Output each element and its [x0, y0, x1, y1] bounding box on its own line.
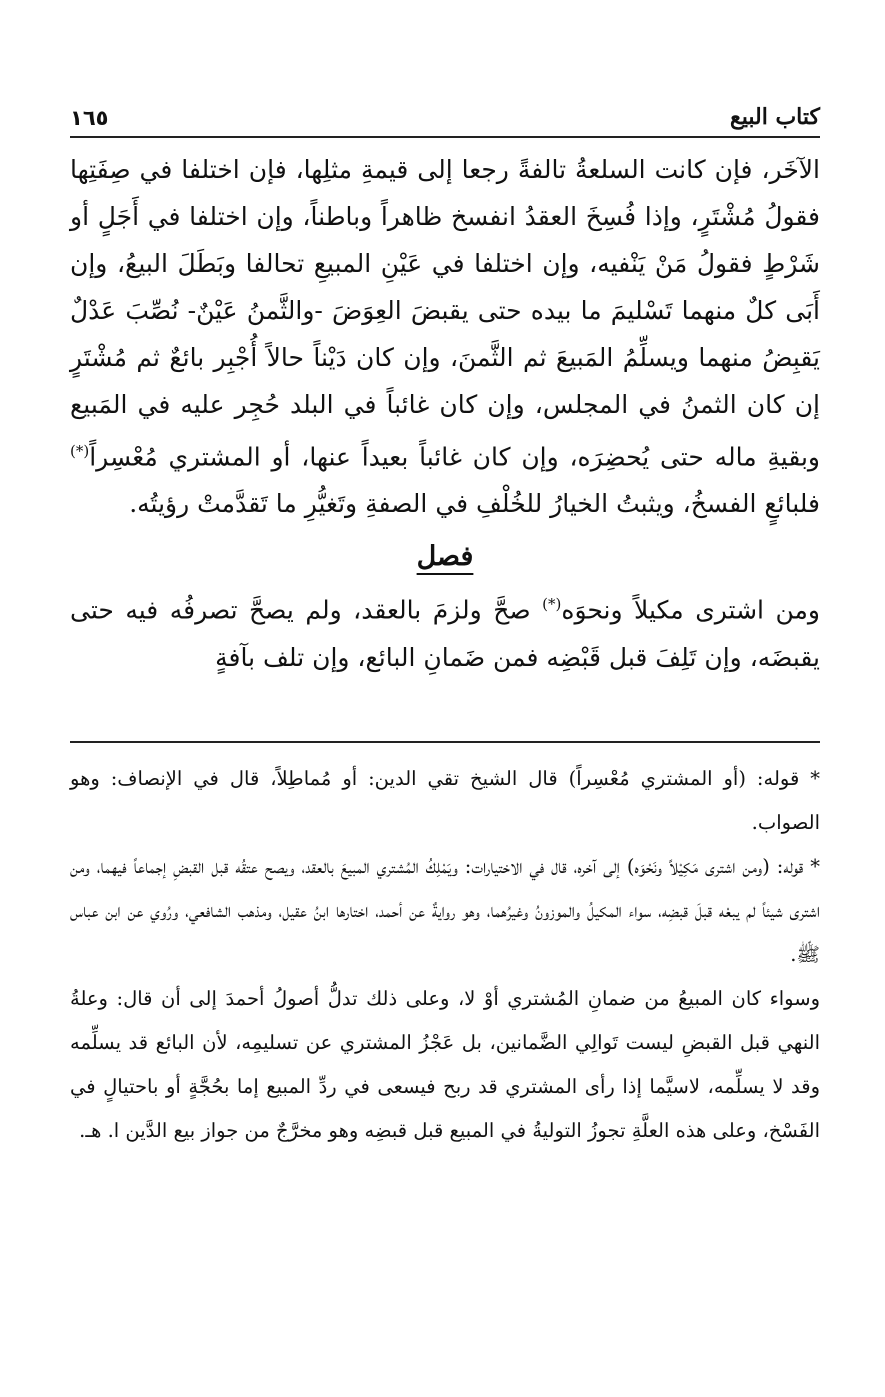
main-paragraph-2-text-end: صحَّ ولزمَ بالعقد، ولم يصحَّ تصرفُه فيه حتى يقبضَه، وإن تَلِفَ قبل قَبْضِه فمن ضَمانِ البائع، وإن تلف بآفةٍ — [70, 595, 820, 672]
main-paragraph-1-text: الآخَر، فإن كانت السلعةُ تالفةً رجعا إلى قيمةِ مثلِها، فإن اختلفا في صِفَتِها فقولُ مُشْتَرٍ، وإذا فُسِخَ العقدُ انفسخ ظاهراً وباطناً، وإن اختلفا في أَجَلٍ أو شَرْطٍ فقولُ مَنْ يَنْفيه، وإن اختلفا في عَيْنِ المبيعِ تحالفا وبَطَلَ البيعُ، وإن أَبَى كلٌ منهما تَسْليمَ ما بيده حتى يقبضَ العِوَضَ -والثَّمنُ عَيْنٌ- نُصِّبَ عَدْلٌ يَقبِضُ منهما ويسلِّمُ المَبيعَ ثم الثَّمنَ، وإن كان دَيْناً حالاً أُجْبِر بائعٌ ثم مُشْتَرٍ إن كان الثمنُ في المجلس، وإن كان غائباً في البلد حُجِر عليه في المَبيع وبقيةِ ماله حتى يُحضِرَه، وإن كان غائباً بعيداً عنها، أو المشتري مُعْسِراً — [70, 155, 820, 472]
chapter-title: كتاب البيع — [730, 104, 820, 130]
footnote-2-continued: وسواء كان المبيعُ من ضمانِ المُشتري أوْ لا، وعلى ذلك تدلُّ أصولُ أحمدَ إلى أن قال: وعلةُ النهي قبل القبضِ ليست تَوالِي الضَّمانين، بل عَجْزُ المشتري عن تسليمِه، لأن البائع قد يسلِّمه وقد لا يسلِّمه، لاسيَّما إذا رأى المشتري قد ربح فيسعى في ردِّ المبيع إما بحُجَّةٍ أو باحتيالٍ في الفَسْخ، وعلى هذه العلَّةِ تجوزُ التوليةُ في المبيع قبل قبضِه وهو مخرَّجٌ من جواز بيع الدَّين ا. هـ. — [70, 986, 820, 1142]
footnote-2: * قوله: (ومن اشترى مَكِيْلاً ونَحْوَه) إلى آخره، قال في الاختيارات: ويَمْلِكُ المُشتري المبيعَ بالعقد، ويصح عتقُه قبل القبضِ إجماعاً فيهما، ومن اشترى شيئاً لم يبعْه قبلَ قبضِه، سواء المكيلُ والموزونُ وغيرُهما، وهو روايةٌ عن أحمد، اختارها ابنُ عقيل، ومذهب الشافعي، ورُوي عن ابن عباس ﷺ. — [70, 854, 820, 966]
footnote-marker-2: (*) — [542, 595, 562, 614]
footnotes — [70, 757, 820, 1153]
main-paragraph-1 — [70, 146, 820, 527]
main-paragraph-2-text: ومن اشترى مكيلاً ونحوَه — [561, 595, 821, 625]
main-paragraph-1-text-end: فلبائعٍ الفسخُ، ويثبتُ الخيارُ للخُلْفِ في الصفةِ وتَغيُّرِ ما تَقدَّمتْ رؤيتُه. — [129, 489, 820, 519]
main-paragraph-2 — [70, 581, 820, 680]
main-text — [70, 146, 820, 681]
footnote-marker-1: (*) — [70, 442, 90, 460]
book-page — [70, 90, 820, 1350]
footnote-separator — [70, 741, 820, 743]
section-heading: فصل — [416, 541, 474, 573]
footnote-1: * قوله: (أو المشتري مُعْسِراً) قال الشيخ تقي الدين: أو مُماطِلاً، قال في الإنصاف: وهو الصواب. — [70, 766, 820, 834]
header-rule — [70, 136, 820, 138]
page-number: ١٦٥ — [70, 106, 109, 130]
page-header — [70, 90, 820, 130]
